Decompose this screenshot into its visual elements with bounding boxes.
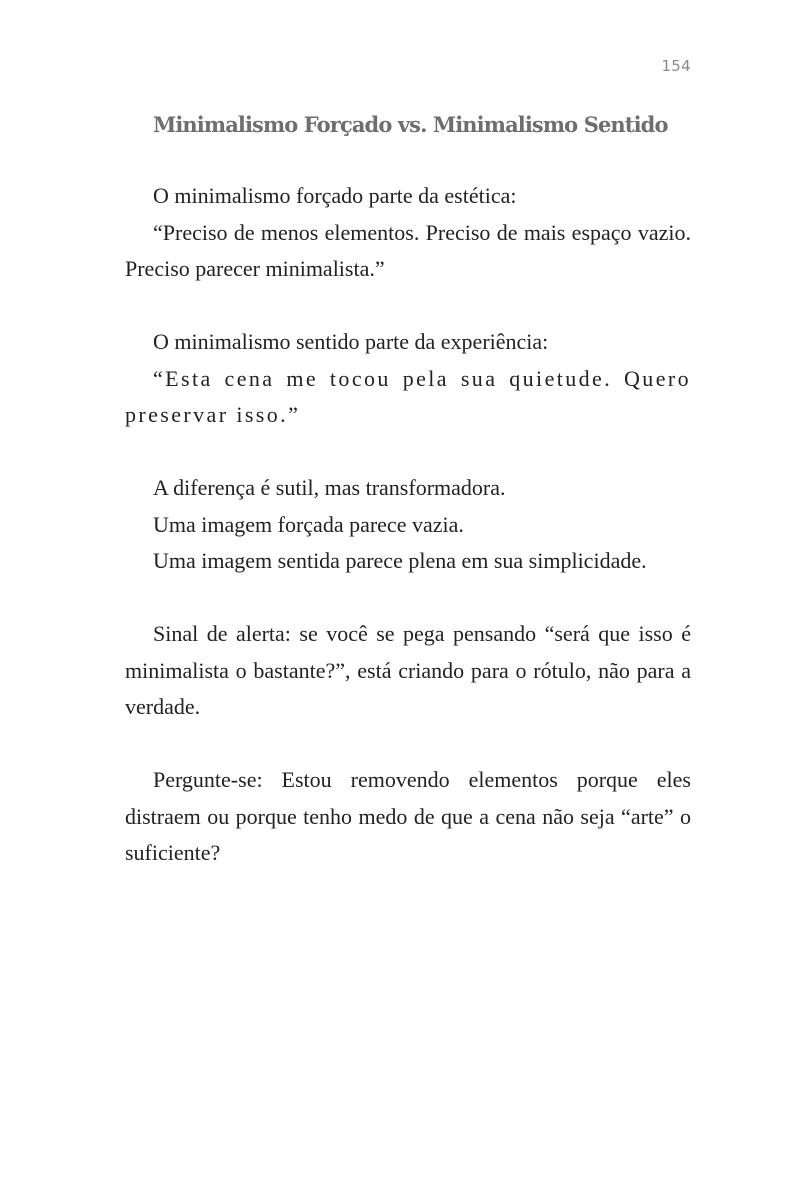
section-title: Minimalismo Forçado vs. Minimalismo Sentido bbox=[153, 112, 668, 137]
page-number: 154 bbox=[661, 57, 691, 75]
page-content bbox=[125, 108, 691, 908]
paragraph-line: Uma imagem forçada parece vazia. bbox=[153, 511, 464, 537]
paragraph-quote: “Preciso de menos elementos. Preciso de mais espaço vazio. Preciso parecer minimalista.” bbox=[125, 219, 691, 281]
paragraph-text: Pergunte-se: Estou removendo elementos porque eles distraem ou porque tenho medo de que a cena não seja “arte” o suficiente? bbox=[125, 767, 691, 865]
paragraph-line: Uma imagem sentida parece plena em sua simplicidade. bbox=[153, 548, 647, 573]
paragraph-intro: O minimalismo sentido parte da experiência: bbox=[153, 329, 549, 354]
paragraph-line: A diferença é sutil, mas transformadora. bbox=[153, 475, 506, 500]
paragraph-question bbox=[125, 762, 691, 872]
paragraph-quote: “Esta cena me tocou pela sua quietude. Quero preservar isso.” bbox=[125, 365, 691, 427]
paragraph-felt bbox=[125, 324, 691, 434]
paragraph-intro: O minimalismo forçado parte da estética: bbox=[153, 183, 517, 208]
paragraph-forced bbox=[125, 178, 691, 288]
paragraph-difference bbox=[125, 470, 691, 580]
paragraph-warning bbox=[125, 616, 691, 726]
paragraph-text: Sinal de alerta: se você se pega pensando “será que isso é minimalista o bastante?”, está criando para o rótulo, não para a verdade. bbox=[125, 621, 691, 719]
